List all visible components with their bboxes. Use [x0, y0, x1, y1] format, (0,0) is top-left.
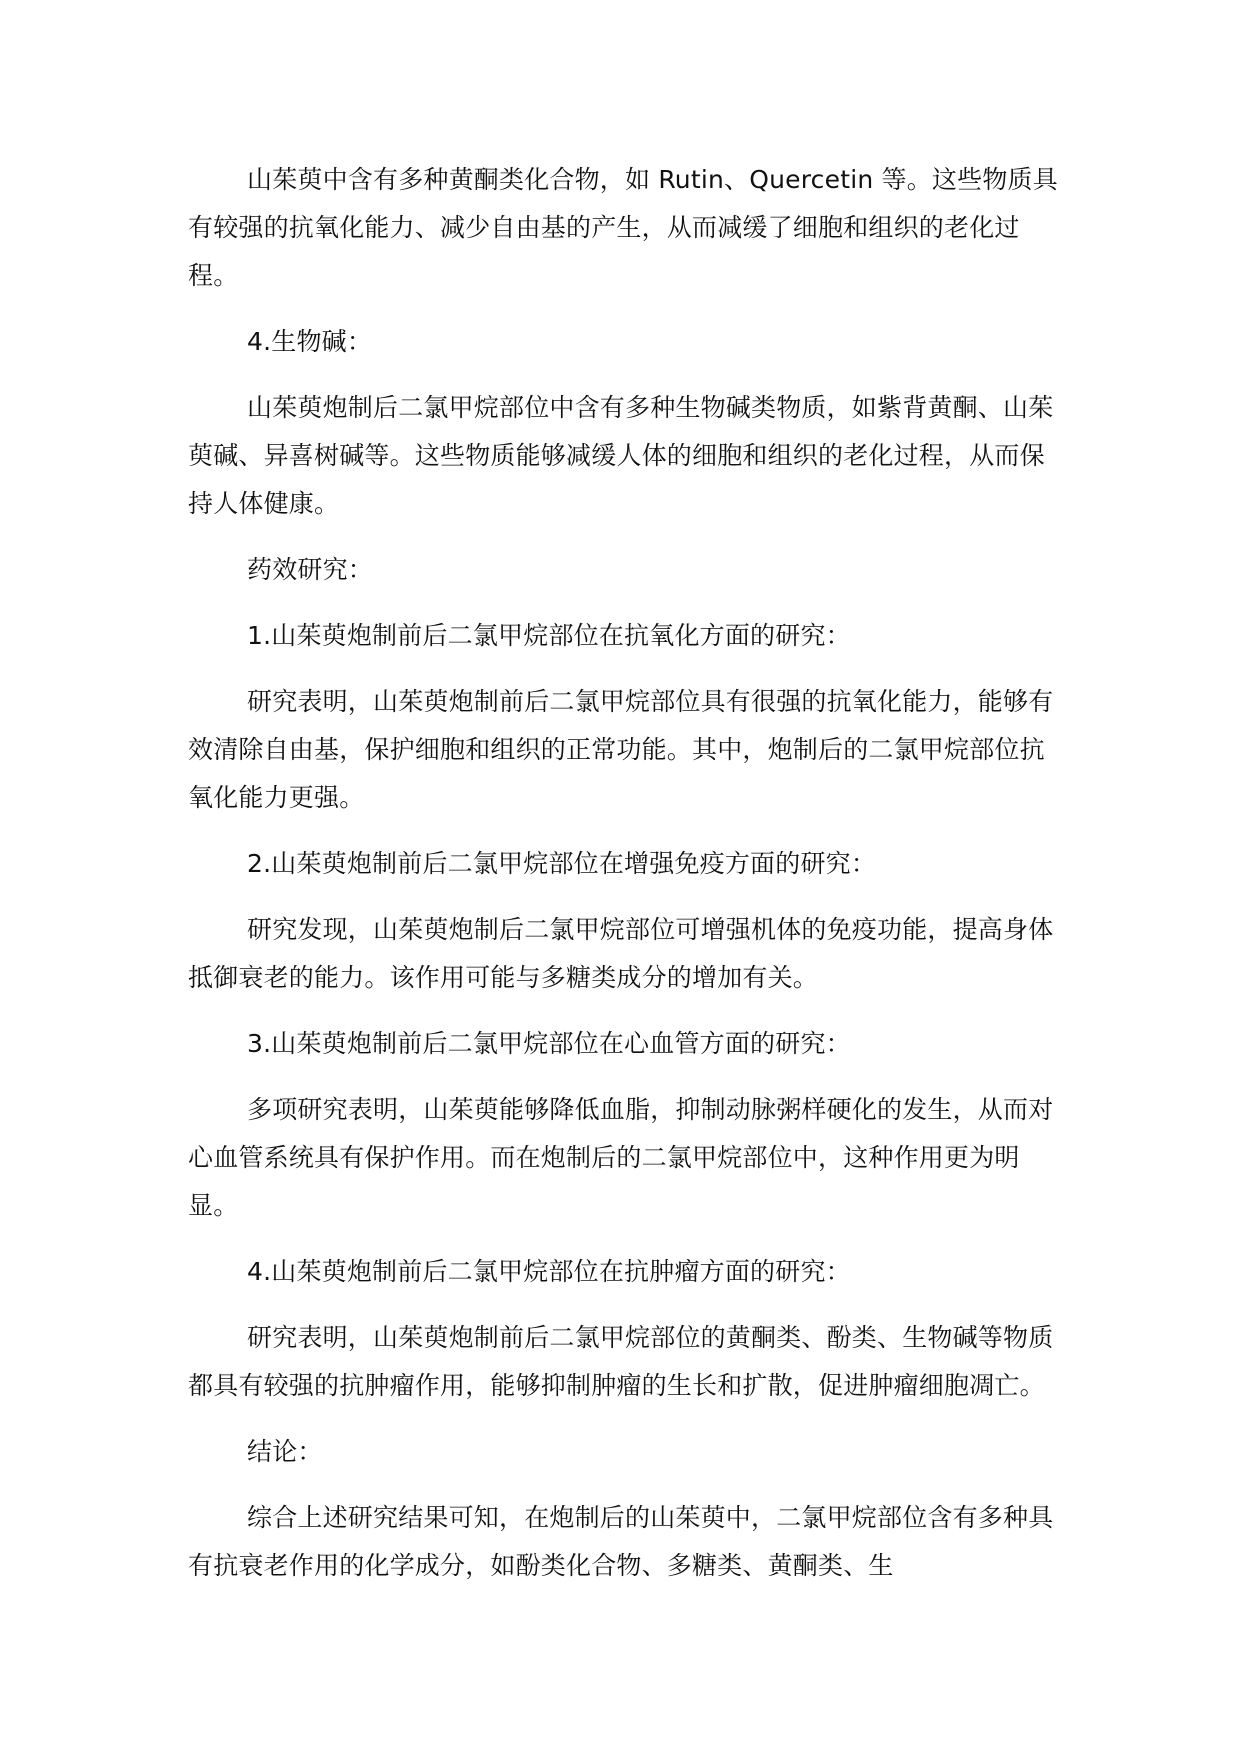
- paragraph-immunity: 研究发现，山茱萸炮制后二氯甲烷部位可增强机体的免疫功能，提高身体抵御衰老的能力。该作用可能与多糖类成分的增加有关。: [188, 915, 1054, 992]
- heading-alkaloids: 4.生物碱：: [247, 327, 373, 356]
- paragraph-antitumor: 研究表明，山茱萸炮制前后二氯甲烷部位的黄酮类、酚类、生物碱等物质都具有较强的抗肿瘤作用，能够抑制肿瘤的生长和扩散，促进肿瘤细胞凋亡。: [188, 1323, 1054, 1400]
- paragraph-antioxidant: 研究表明，山茱萸炮制前后二氯甲烷部位具有很强的抗氧化能力，能够有效清除自由基，保护细胞和组织的正常功能。其中，炮制后的二氯甲烷部位抗氧化能力更强。: [188, 687, 1054, 812]
- heading-antioxidant: 1.山茱萸炮制前后二氯甲烷部位在抗氧化方面的研究：: [247, 621, 851, 650]
- paragraph-cardiovascular: 多项研究表明，山茱萸能够降低血脂，抑制动脉粥样硬化的发生，从而对心血管系统具有保护作用。而在炮制后的二氯甲烷部位中，这种作用更为明显。: [188, 1095, 1054, 1220]
- heading-cardiovascular: 3.山茱萸炮制前后二氯甲烷部位在心血管方面的研究：: [247, 1029, 851, 1058]
- paragraph-alkaloids: 山茱萸炮制后二氯甲烷部位中含有多种生物碱类物质，如紫背黄酮、山茱萸碱、异喜树碱等。这些物质能够减缓人体的细胞和组织的老化过程，从而保持人体健康。: [188, 393, 1054, 518]
- paragraph-conclusion: 综合上述研究结果可知，在炮制后的山茱萸中，二氯甲烷部位含有多种具有抗衰老作用的化学成分，如酚类化合物、多糖类、黄酮类、生: [188, 1503, 1054, 1580]
- heading-conclusion: 结论：: [247, 1437, 323, 1466]
- heading-immunity: 2.山茱萸炮制前后二氯甲烷部位在增强免疫方面的研究：: [247, 849, 877, 878]
- heading-antitumor: 4.山茱萸炮制前后二氯甲烷部位在抗肿瘤方面的研究：: [247, 1257, 851, 1286]
- document-page: [188, 156, 1068, 1608]
- heading-pharmacology: 药效研究：: [247, 555, 374, 584]
- paragraph-flavonoids: 山茱萸中含有多种黄酮类化合物，如 Rutin、Quercetin 等。这些物质具有较强的抗氧化能力、减少自由基的产生，从而减缓了细胞和组织的老化过程。: [188, 165, 1058, 290]
